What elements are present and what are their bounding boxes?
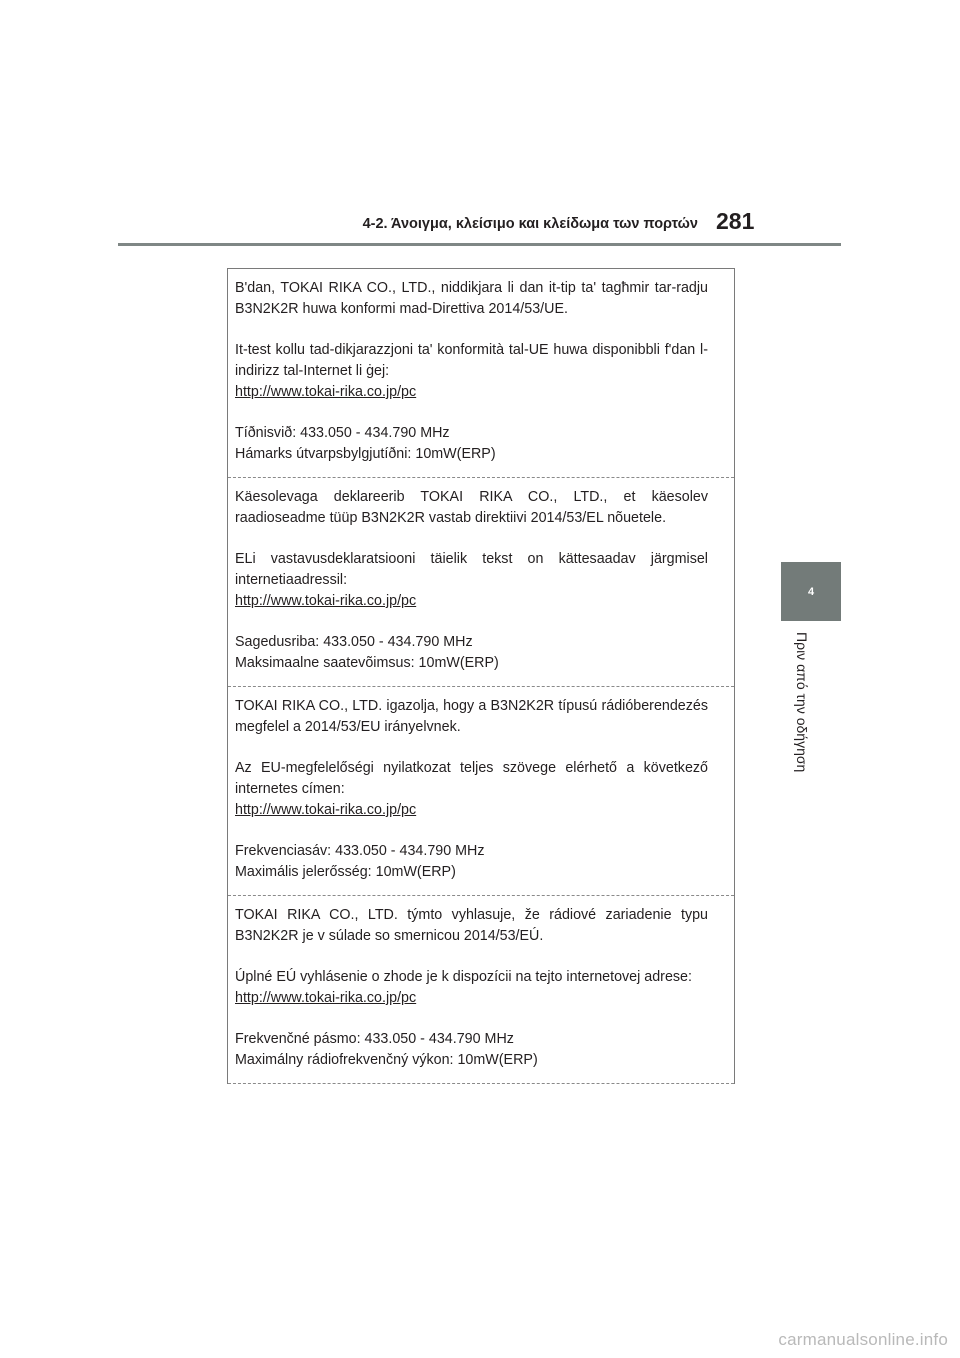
declaration-url-link[interactable]: http://www.tokai-rika.co.jp/pc — [235, 802, 417, 818]
spec-paragraph — [235, 841, 708, 883]
chapter-number: 4 — [807, 585, 815, 598]
spec-paragraph — [235, 423, 708, 465]
spec-paragraph — [235, 1029, 708, 1071]
declaration-block-slovak — [228, 896, 734, 1084]
frequency-text: Frekvenčné pásmo: 433.050 - 434.790 MHz — [235, 1031, 514, 1047]
header-rule — [118, 243, 841, 246]
section-title: 4-2. Άνοιγμα, κλείσιμο και κλείδωμα των πορτών — [362, 216, 698, 232]
declaration-url-link[interactable]: http://www.tokai-rika.co.jp/pc — [235, 593, 417, 609]
power-text: Hámarks útvarpsbylgjutíðni: 10mW(ERP) — [235, 446, 496, 462]
spec-paragraph — [235, 632, 708, 674]
frequency-text: Frekvenciasáv: 433.050 - 434.790 MHz — [235, 843, 485, 859]
declaration-block-maltese — [228, 269, 734, 478]
power-text: Maximális jelerősség: 10mW(ERP) — [235, 864, 456, 880]
declaration-block-estonian — [228, 478, 734, 687]
availability-paragraph — [235, 758, 708, 821]
declaration-url-link[interactable]: http://www.tokai-rika.co.jp/pc — [235, 990, 417, 1006]
availability-text: ELi vastavusdeklaratsiooni täielik tekst on kättesaadav järgmisel internetiaadressil: — [235, 551, 708, 588]
chapter-tab[interactable] — [781, 562, 841, 621]
declaration-text: TOKAI RIKA CO., LTD. igazolja, hogy a B3N2K2R típusú rádióberendezés megfelel a 2014/53/EU irányelvnek. — [235, 698, 708, 735]
declaration-block-hungarian — [228, 687, 734, 896]
power-text: Maximálny rádiofrekvenčný výkon: 10mW(ERP) — [235, 1052, 538, 1068]
power-text: Maksimaalne saatevõimsus: 10mW(ERP) — [235, 655, 499, 671]
declaration-text: TOKAI RIKA CO., LTD. týmto vyhlasuje, že rádiové zariadenie typu B3N2K2R je v súlade so smernicou 2014/53/EÚ. — [235, 907, 708, 944]
availability-paragraph — [235, 340, 708, 403]
watermark: carmanualsonline.info — [778, 1330, 948, 1349]
availability-text: It-test kollu tad-dikjarazzjoni ta' konformità tal-UE huwa disponibbli f'dan l-indirizz tal-Internet li ġej: — [235, 342, 708, 379]
declaration-text: B'dan, TOKAI RIKA CO., LTD., niddikjara li dan it-tip ta' tagħmir tar-radju B3N2K2R huwa konformi mad-Direttiva 2014/53/UE. — [235, 280, 708, 317]
frequency-text: Sagedusriba: 433.050 - 434.790 MHz — [235, 634, 473, 650]
availability-text: Úplné EÚ vyhlásenie o zhode je k dispozícii na tejto internetovej adrese: — [235, 969, 692, 985]
declaration-url-link[interactable]: http://www.tokai-rika.co.jp/pc — [235, 384, 417, 400]
chapter-label: Πριν από την οδήγηση — [794, 632, 810, 773]
page-number: 281 — [716, 208, 755, 234]
declaration-text: Käesolevaga deklareerib TOKAI RIKA CO., LTD., et käesolev raadioseadme tüüp B3N2K2R vastab direktiivi 2014/53/EL nõuetele. — [235, 489, 708, 526]
availability-text: Az EU-megfelelőségi nyilatkozat teljes szövege elérhető a következő internetes címen: — [235, 760, 708, 797]
frequency-text: Tíðnisvið: 433.050 - 434.790 MHz — [235, 425, 450, 441]
availability-paragraph — [235, 549, 708, 612]
availability-paragraph — [235, 967, 708, 1009]
declaration-box — [227, 268, 735, 1084]
